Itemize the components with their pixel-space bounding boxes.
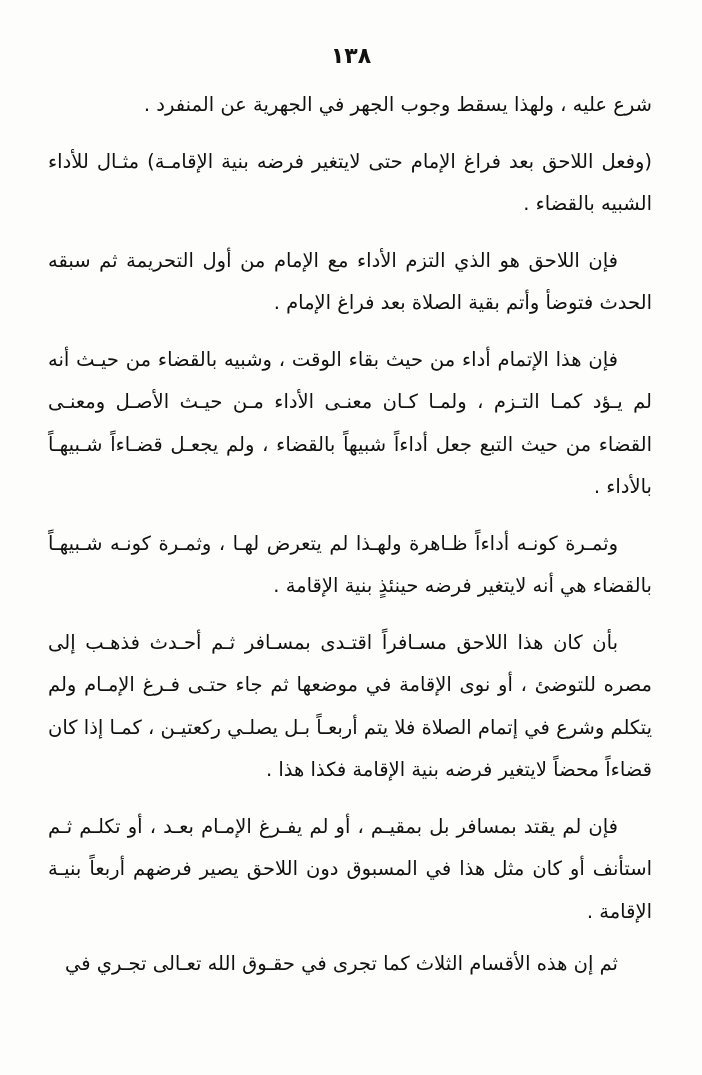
- paragraph-5: وثمـرة كونـه أداءاً ظـاهرة ولهـذا لم يتعرض لهـا ، وثمـرة كونـه شـبيهـاً بالقضاء هي أنه لايتغير فرضه حينئذٍ بنية الإقامة .: [48, 531, 652, 597]
- page-number: ١٣٨: [330, 44, 372, 69]
- paragraph-4: فإن هذا الإتمام أداء من حيث بقاء الوقت ، وشبيه بالقضاء من حيـث أنه لم يـؤد كمـا التـزم ، ولمـا كـان معنـى الأداء مـن حيـث الأصـل ومعنـى القضاء من حيث التبع جعل أداءاً شبيهاً بالقضاء ، ولم يجعـل قضـاءاً شـبيهـاً بالأداء .: [48, 347, 652, 498]
- body-text: [48, 84, 652, 1000]
- paragraph-6: بأن كان هذا اللاحق مسـافراً اقتـدى بمسـافر ثـم أحـدث فذهـب إلى مصره للتوضئ ، أو نوى الإقامة في موضعها ثم جاء حتـى فـرغ الإمـام ولم يتكلم وشرع في إتمام الصلاة فلا يتم أربعـاً بـل يصلـي ركعتيـن ، كمـا إذا كان قضاءاً محضاً لايتغير فرضه بنية الإقامة فكذا هذا .: [48, 630, 652, 781]
- paragraph-1: شرع عليه ، ولهذا يسقط وجوب الجهر في الجهرية عن المنفرد .: [143, 93, 652, 116]
- paragraph-2: (وفعل اللاحق بعد فراغ الإمام حتى لايتغير فرضه بنية الإقامـة) مثـال للأداء الشبيه بالقضاء .: [48, 149, 652, 215]
- paragraph-7: فإن لم يقتد بمسافر بل بمقيـم ، أو لم يفـرغ الإمـام بعـد ، أو تكلـم ثـم استأنف أو كان مثل هذا في المسبوق دون اللاحق يصير فرضهم أربعاً بنيـة الإقامة .: [48, 814, 652, 923]
- paragraph-8: ثم إن هذه الأقسام الثلاث كما تجرى في حقـوق الله تعـالى تجـري في: [65, 952, 618, 975]
- paragraph-3: فإن اللاحق هو الذي التزم الأداء مع الإمام من أول التحريمة ثم سبقه الحدث فتوضأ وأتم بقية الصلاة بعد فراغ الإمام .: [48, 248, 652, 314]
